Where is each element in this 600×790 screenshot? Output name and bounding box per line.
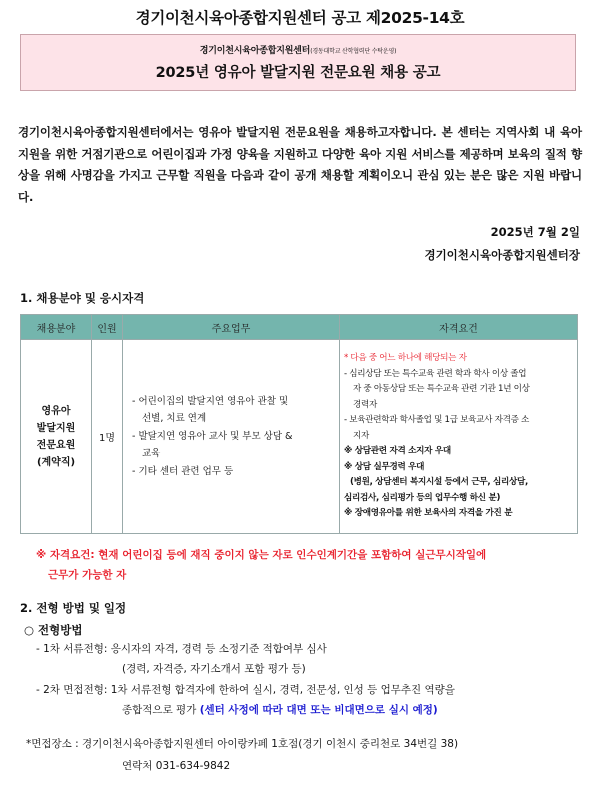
header-field: 채용분야: [21, 315, 92, 340]
org-name: 경기이천시육아종합지원센터(경동대학교 산학협력단 수탁운영): [199, 46, 397, 56]
cell-count: 1명: [92, 340, 123, 534]
cell-field: [21, 340, 92, 534]
qual-line: 경력자: [353, 399, 378, 410]
intro-paragraph: 경기이천시육아종합지원센터에서는 영유아 발달지원 전문요원을 채용하고자합니다. 본 센터는 지역사회 내 육아 지원을 위한 거점기관으로 어린이집과 가정 양육을 지원하고 다양한 육아 지원 서비스를 제공하며 보육의 질적 향상을 위해 사명감을 가지고 근무할 직원을 다음과 같이 공개 채용할 계획이오니 관심 있는 분은 많은 지원 바랍니다.: [18, 125, 582, 204]
field-line: (계약직): [36, 456, 76, 468]
field-line: 영유아: [41, 405, 71, 417]
title-box: [20, 34, 576, 91]
qual-line: 지자: [353, 430, 370, 441]
document-title: 경기이천시육아종합지원센터 공고 제2025-14호: [135, 9, 465, 27]
note-line: 근무가 가능한 자: [48, 569, 127, 581]
section2-title: 2. 전형 방법 및 일정: [20, 601, 127, 615]
table-header-row: [21, 315, 578, 340]
qual-line: ※ 상담 실무경력 우대: [344, 461, 425, 472]
step2-highlight: (센터 사정에 따라 대면 또는 비대면으로 실시 예정): [199, 704, 438, 716]
section1-title: 1. 채용분야 및 응시자격: [20, 291, 145, 305]
announcement-title: 2025년 영유아 발달지원 전문요원 채용 공고: [155, 65, 441, 81]
note-line: ※ 자격요건: 현재 어린이집 등에 재직 중이지 않는 자로 인수인계기간을 포함하여 실근무시작일에: [36, 549, 487, 561]
step2-line1: - 2차 면접전형: 1차 서류전형 합격자에 한하여 실시, 경력, 전문성, 인성 등 업무추진 역량을: [36, 684, 455, 696]
section2-subtitle: ○ 전형방법: [24, 623, 83, 637]
cell-duties: [123, 340, 340, 534]
step1-line1: - 1차 서류전형: 응시자의 자격, 경력 등 소정기준 적합여부 심사: [36, 643, 327, 655]
header-count: 인원: [92, 315, 123, 340]
step1-line2: (경력, 자격증, 자기소개서 포함 평가 등): [122, 663, 306, 675]
qual-line: (병원, 상담센터 복지시설 등에서 근무, 심리상담,: [350, 477, 529, 488]
duty-line: - 어린이집의 발달지연 영유아 관찰 및: [132, 395, 289, 407]
step2-text: 종합적으로 평가: [122, 704, 200, 716]
qual-line: ※ 장애영유아를 위한 보육사의 자격을 가진 분: [344, 508, 513, 519]
duty-line: 교육: [142, 448, 161, 460]
qual-line: - 심리상담 또는 특수교육 관련 학과 학사 이상 졸업: [344, 368, 527, 379]
qual-line: ※ 상담관련 자격 소지자 우대: [344, 446, 451, 457]
duty-line: - 발달지연 영유아 교사 및 부모 상담 &: [132, 430, 293, 442]
header-qualifications: 자격요건: [340, 315, 578, 340]
qual-line: - 보육관련학과 학사졸업 및 1급 보육교사 자격증 소: [344, 415, 530, 426]
qual-line: 자 중 아동상담 또는 특수교육 관련 기관 1년 이상: [353, 384, 530, 395]
signer: 경기이천시육아종합지원센터장: [424, 248, 580, 262]
announcement-date: 2025년 7월 2일: [490, 225, 580, 239]
requirements-table: [20, 314, 578, 534]
duty-line: 선별, 치료 연계: [142, 413, 207, 425]
eligibility-note: [36, 545, 581, 585]
contact: 연락처 031-634-9842: [122, 760, 231, 772]
table-row: [21, 340, 578, 534]
org-sub: (경동대학교 산학협력단 수탁운영): [310, 48, 397, 55]
field-line: 발달지원: [36, 422, 76, 434]
cell-qualifications: [340, 340, 578, 534]
step2-line2: [122, 700, 438, 720]
duty-line: - 기타 센터 관련 업무 등: [132, 465, 234, 477]
qual-line: * 다음 중 어느 하나에 해당되는 자: [344, 353, 467, 364]
interview-venue: *면접장소 : 경기이천시육아종합지원센터 아이랑카페 1호점(경기 이천시 중리천로 34번길 38): [26, 738, 459, 750]
field-line: 전문요원: [36, 439, 76, 451]
qual-line: 심리검사, 심리평가 등의 업무수행 하신 분): [344, 492, 501, 503]
header-duties: 주요업무: [123, 315, 340, 340]
